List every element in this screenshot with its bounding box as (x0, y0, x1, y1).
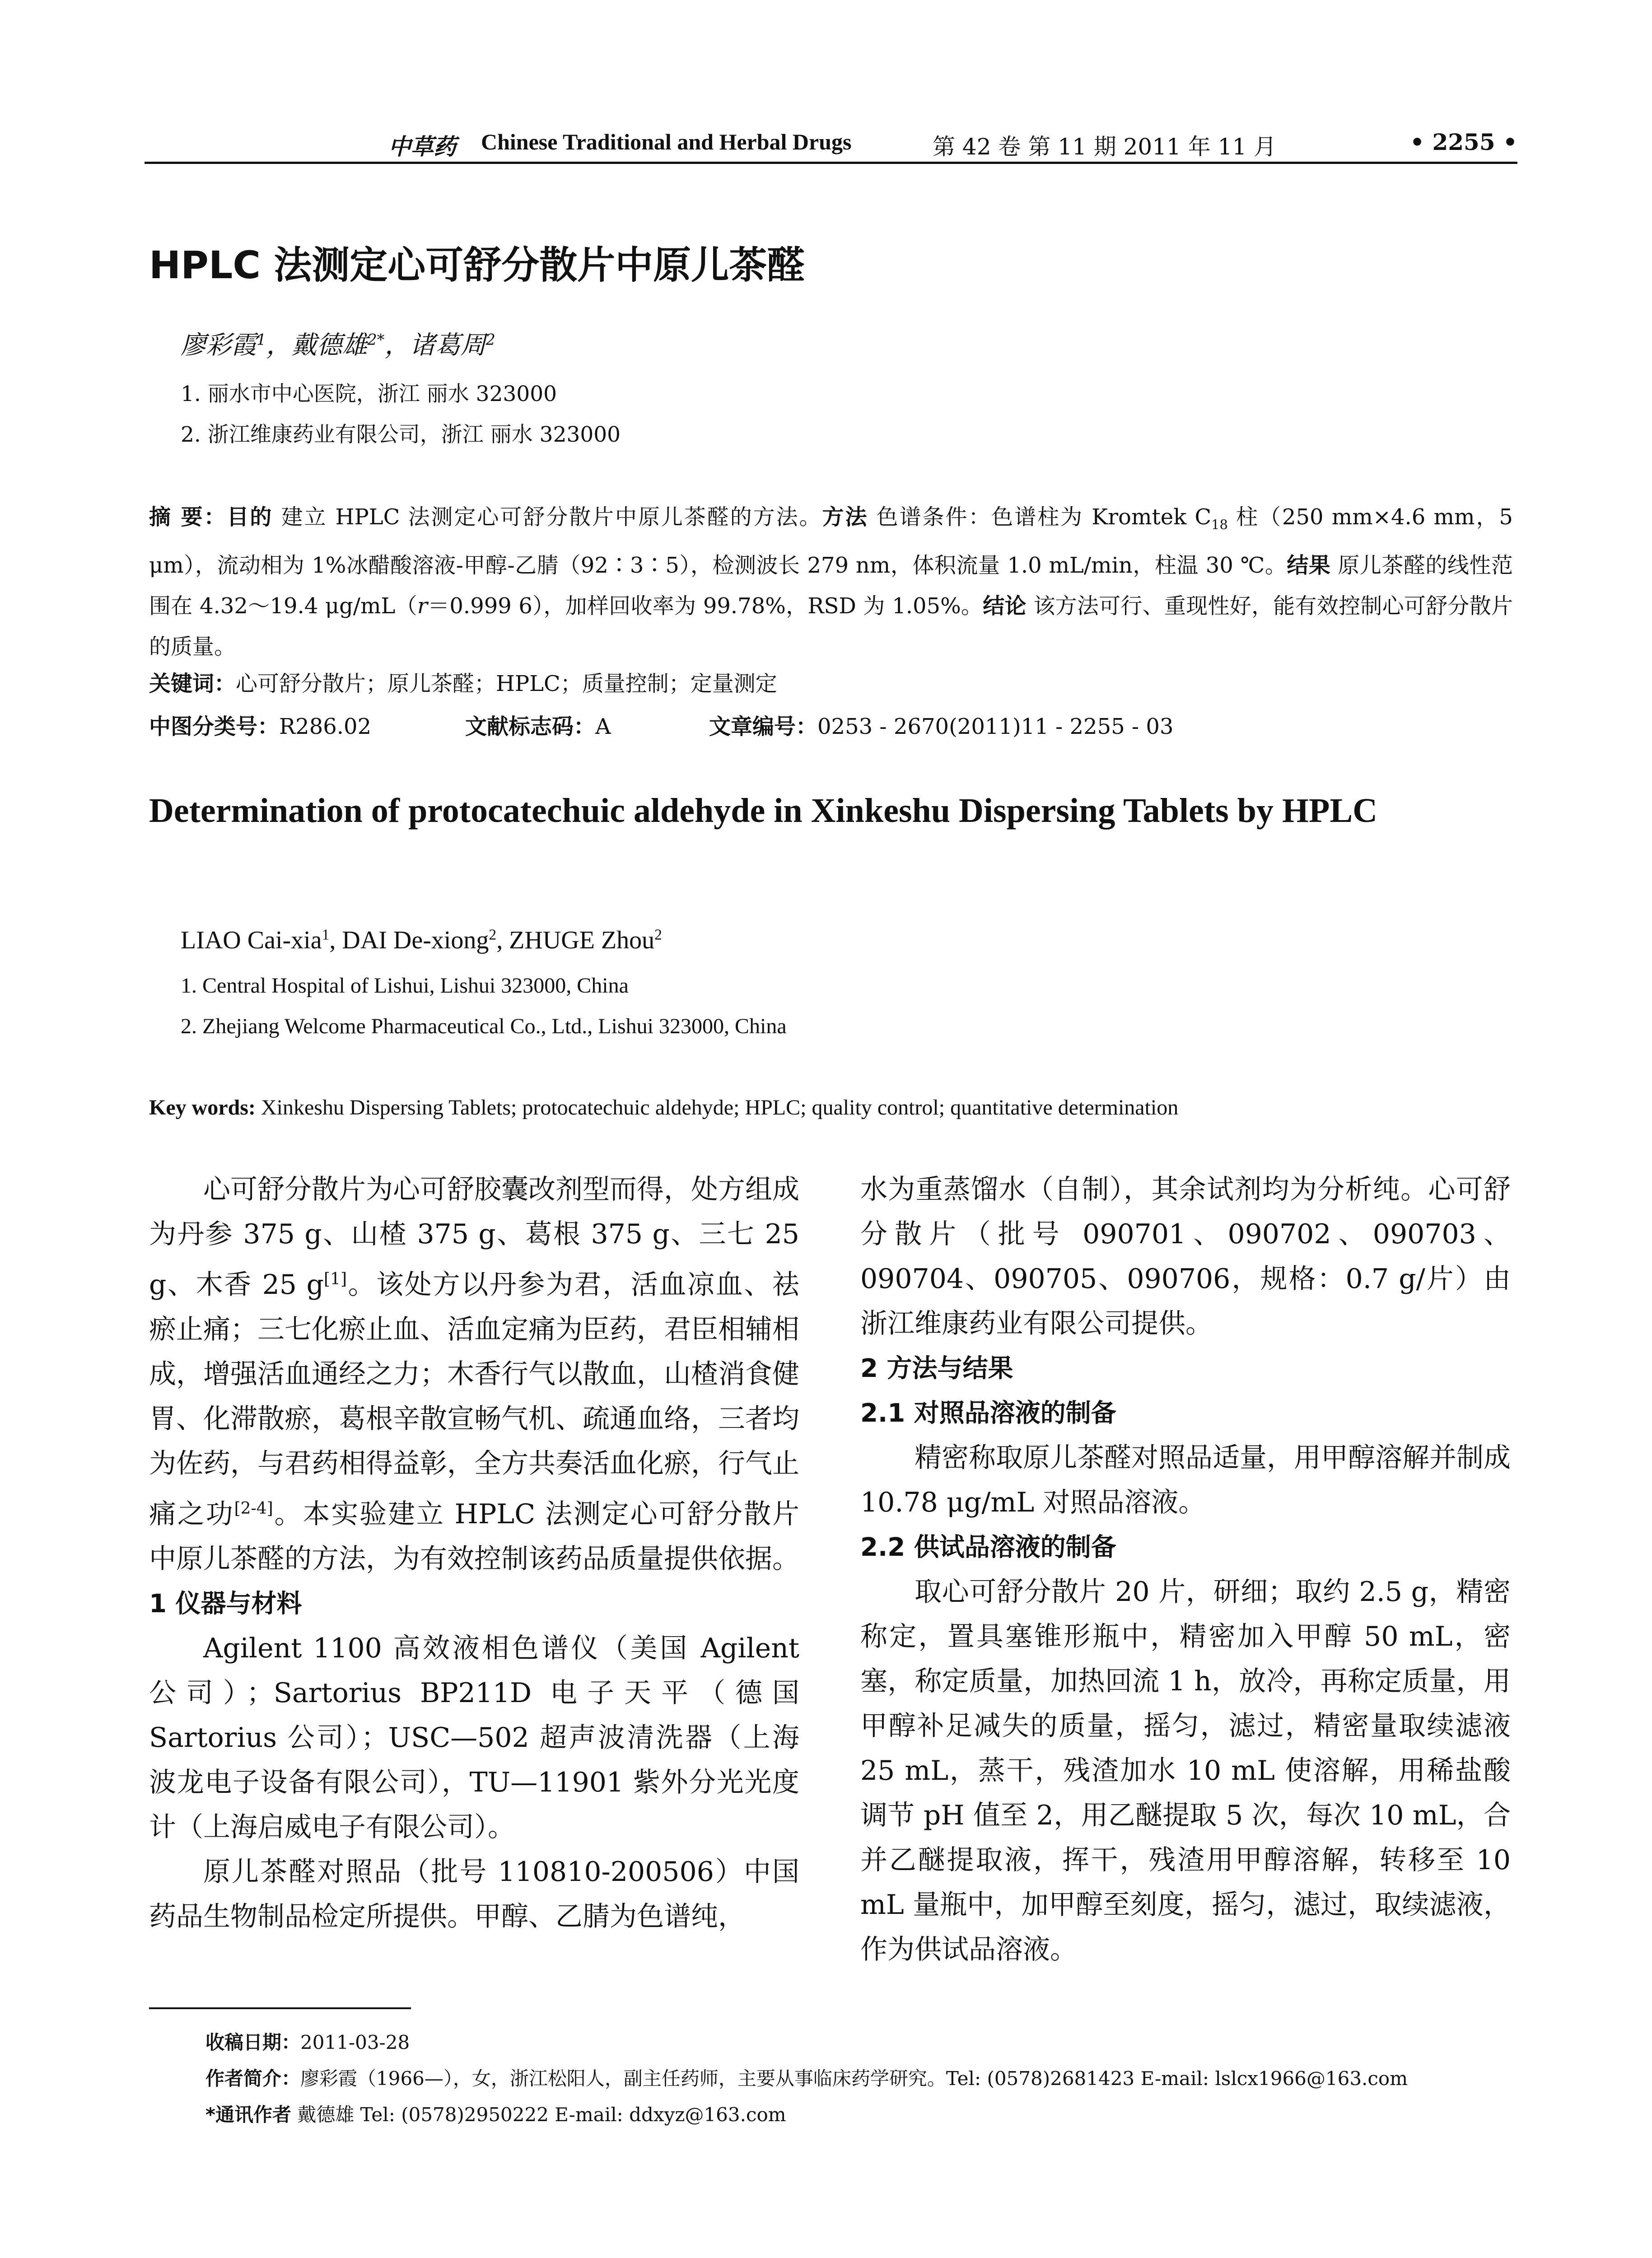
page-number: • 2255 • (1410, 129, 1517, 155)
footnote-corresponding (205, 2100, 786, 2127)
citation-2-4: [2-4] (234, 1499, 273, 1518)
abstract-cn (149, 497, 1513, 667)
author-sep: ， (384, 331, 410, 360)
methods-sub: 18 (1211, 517, 1228, 532)
keywords-cn (149, 666, 777, 697)
issue-info: 第 42 卷 第 11 期 2011 年 11 月 (933, 134, 1277, 160)
author-en-3-sup: 2 (654, 926, 662, 943)
author-3-sup: 2 (485, 331, 495, 349)
journal-name-cn: 中草药 (388, 133, 456, 160)
bio-label: 作者简介： (205, 2067, 301, 2090)
author-en-1: LIAO Cai-xia (181, 926, 322, 954)
author-en-2-sup: 2 (489, 926, 497, 943)
keywords-en-text: Xinkeshu Dispersing Tablets; protocatechuic aldehyde; HPLC; quality control; quantitative determination (255, 1096, 1179, 1120)
section-heading-1: 1 仪器与材料 (149, 1589, 302, 1619)
materials-continued: 水为重蒸馏水（自制），其余试剂均为分析纯。心可舒分散片（批号 090701、090702、090703、090704、090705、090706，规格：0.7 g/片）由浙江维康药业有限公司提供。 (860, 1174, 1511, 1339)
footnote-author-bio (205, 2064, 1408, 2091)
affiliation-cn-2: 2. 浙江维康药业有限公司，浙江 丽水 323000 (181, 422, 621, 447)
author-en-1-sup: 1 (322, 926, 330, 943)
intro-text-c: 。本实验建立 HPLC 法测定心可舒分散片中原儿茶醛的方法，为有效控制该药品质量提供依据。 (149, 1498, 800, 1575)
keywords-en (149, 1095, 1178, 1120)
sample-solution-paragraph: 取心可舒分散片 20 片，研细；取约 2.5 g，精密称定，置具塞锥形瓶中，精密加入甲醇 50 mL，密塞，称定质量，加热回流 1 h，放冷，再称定质量，用甲醇补足减失的质量，摇匀，滤过，精密量取续滤液 25 mL，蒸干，残渣加水 10 mL 使溶解，用稀盐酸调节 pH 值至 2，用乙醚提取 5 次，每次 10 mL，合并乙醚提取液，挥干，残渣用甲醇溶解，转移至 10 mL 量瓶中，加甲醇至刻度，摇匀，滤过，取续滤液，作为供试品溶液。 (860, 1576, 1511, 1965)
methods-text-b: 柱（250 mm×4.6 mm，5 μm），流动相为 1%冰醋酸溶液-甲醇-乙腈（92∶3∶5），检测波长 279 nm，体积流量 1.0 mL/min，柱温 30 ℃。 (149, 504, 1513, 578)
received-date: 2011-03-28 (300, 2031, 410, 2053)
conclusion-label: 结论 (983, 593, 1027, 619)
body-left-column (149, 1167, 799, 1939)
footnote-rule (149, 2007, 411, 2009)
keywords-cn-label: 关键词： (149, 671, 236, 696)
body-right-column (860, 1167, 1511, 1972)
intro-text-b: 。该处方以丹参为君，活血凉血、祛瘀止痛；三七化瘀止血、活血定痛为臣药，君臣相辅相成，增强活血通经之力；木香行气以散血，山楂消食健胃、化滞散瘀，葛根辛散宣畅气机、疏通血络，三者均为佐药，与君药相得益彰，全方共奏活血化瘀，行气止痛之功 (149, 1269, 800, 1530)
author-3: 诸葛周 (410, 331, 486, 360)
title-en: Determination of protocatechuic aldehyde in Xinkeshu Dispersing Tablets by HPLC (149, 792, 1378, 830)
article-value: 0253 - 2670(2011)11 - 2255 - 03 (817, 714, 1174, 739)
author-en-3: , ZHUGE Zhou (496, 926, 655, 954)
author-1: 廖彩霞 (181, 331, 257, 360)
author-2: 戴德雄 (291, 331, 368, 360)
author-en-2: , DAI De-xiong (329, 926, 489, 954)
author-2-sup: 2* (367, 331, 385, 349)
keywords-cn-text: 心可舒分散片；原儿茶醛；HPLC；质量控制；定量测定 (236, 671, 777, 696)
affiliation-cn-1: 1. 丽水市中心医院，浙江 丽水 323000 (181, 382, 557, 406)
header-rule (145, 162, 1517, 164)
title-cn: HPLC 法测定心可舒分散片中原儿茶醛 (149, 243, 805, 287)
section-heading-2: 2 方法与结果 (860, 1354, 1013, 1383)
article-number (709, 709, 1173, 740)
received-label: 收稿日期： (205, 2031, 301, 2053)
conclusion-text: 该方法可行、重现性好，能有效控制心可舒分散片的质量。 (149, 593, 1513, 659)
authors-cn (181, 325, 495, 361)
corresponding-text: 戴德雄 Tel: (0578)2950222 E-mail: ddxyz@163.com (291, 2104, 786, 2126)
clc-number (149, 709, 371, 740)
section-heading-2-1: 2.1 对照品溶液的制备 (860, 1399, 1116, 1428)
abstract-label: 摘 要： (149, 504, 227, 530)
affiliation-en-2: 2. Zhejiang Welcome Pharmaceutical Co., Ltd., Lishui 323000, China (181, 1014, 787, 1038)
methods-label: 方法 (822, 504, 868, 530)
clc-label: 中图分类号： (149, 714, 280, 739)
objective-label: 目的 (227, 504, 273, 530)
doc-label: 文献标志码： (465, 714, 596, 739)
intro-paragraph (149, 1167, 799, 1582)
journal-name-en: Chinese Traditional and Herbal Drugs (481, 129, 852, 154)
footnote-received (205, 2028, 410, 2055)
corresponding-label: *通讯作者 (205, 2104, 291, 2126)
results-label: 结果 (1287, 552, 1331, 578)
results-text-a: 原儿茶醛的线性范围在 4.32～19.4 μg/mL（ (149, 552, 1513, 619)
author-1-sup: 1 (257, 331, 266, 349)
citation-1: [1] (324, 1270, 347, 1288)
authors-en (181, 926, 662, 955)
section-heading-2-2: 2.2 供试品溶液的制备 (860, 1533, 1116, 1562)
clc-value: R286.02 (279, 714, 372, 739)
keywords-en-label: Key words: (149, 1096, 256, 1120)
article-label: 文章编号： (709, 714, 818, 739)
objective-text: 建立 HPLC 法测定心可舒分散片中原儿茶醛的方法。 (273, 504, 822, 530)
doc-code (465, 709, 611, 740)
materials-paragraph: 原儿茶醛对照品（批号 110810-200506）中国药品生物制品检定所提供。甲醇、乙腈为色谱纯， (149, 1856, 799, 1932)
results-r: r (417, 593, 428, 619)
author-sep: ， (266, 331, 292, 360)
methods-text-a: 色谱条件：色谱柱为 Kromtek C (868, 504, 1212, 530)
affiliation-en-1: 1. Central Hospital of Lishui, Lishui 323000, China (181, 974, 629, 998)
intro-text-a: 心可舒分散片为心可舒胶囊改剂型而得，处方组成为丹参 375 g、山楂 375 g、葛根 375 g、三七 25 g、木香 25 g (149, 1174, 799, 1301)
results-text-b: ＝0.999 6），加样回收率为 99.78%，RSD 为 1.05%。 (427, 593, 983, 619)
running-header (145, 129, 1517, 160)
instruments-paragraph: Agilent 1100 高效液相色谱仪（美国 Agilent 公司）；Sartorius BP211D 电子天平（德国 Sartorius 公司）；USC—502 超声波清洗器（上海波龙电子设备有限公司），TU—11901 紫外分光光度计（上海启威电子有限公司）。 (149, 1633, 799, 1843)
bio-text: 廖彩霞（1966—），女，浙江松阳人，副主任药师，主要从事临床药学研究。Tel: (0578)2681423 E-mail: lslcx1966@163.com (300, 2067, 1408, 2090)
doc-value: A (595, 714, 611, 739)
reference-solution-paragraph: 精密称取原儿茶醛对照品适量，用甲醇溶解并制成 10.78 μg/mL 对照品溶液。 (860, 1442, 1511, 1518)
